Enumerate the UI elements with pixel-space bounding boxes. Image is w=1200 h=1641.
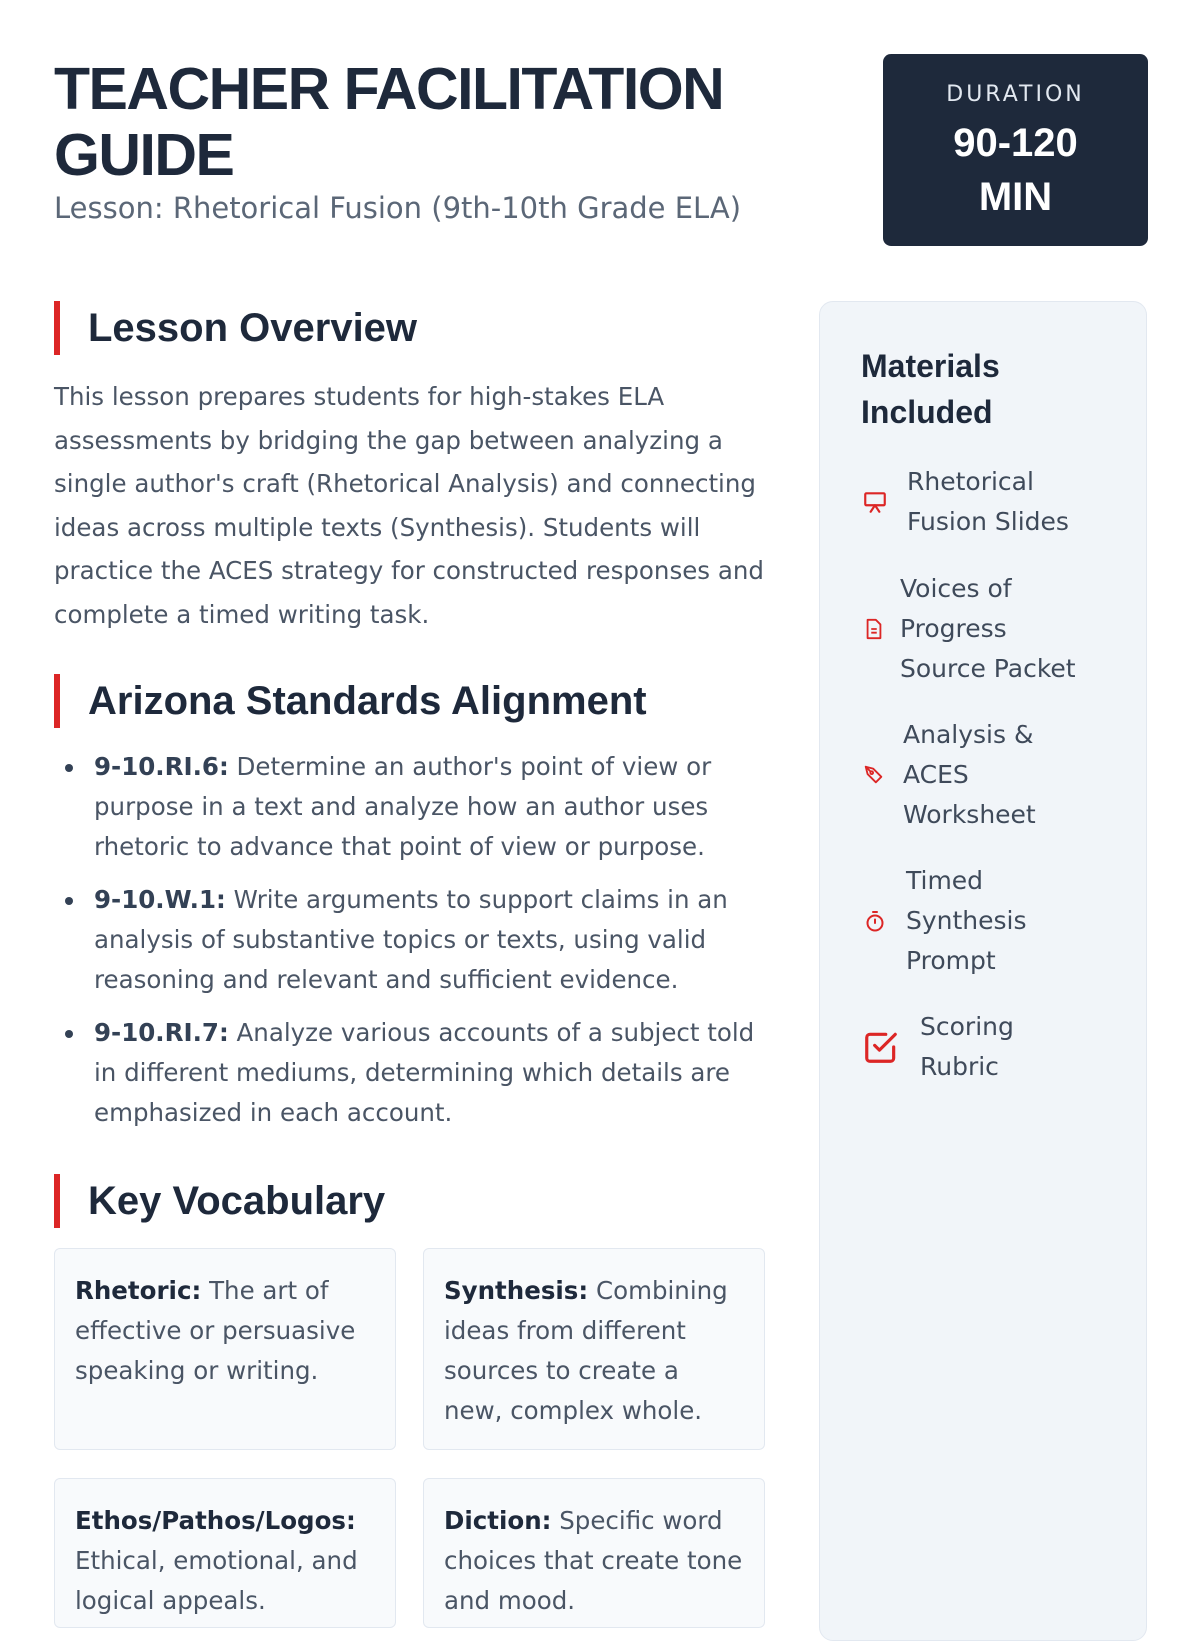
checkbox-icon xyxy=(861,1028,920,1066)
document-icon xyxy=(861,618,900,640)
standard-item xyxy=(54,880,774,1000)
vocab-card-diction xyxy=(423,1478,765,1628)
material-item xyxy=(861,569,1131,689)
vocab-term: Diction: xyxy=(444,1506,552,1535)
vocab-card-rhetoric xyxy=(54,1248,396,1450)
material-label: Analysis & ACES Worksheet xyxy=(903,720,1036,829)
material-label: Scoring Rubric xyxy=(920,1012,1014,1081)
presentation-icon xyxy=(861,489,907,515)
duration-label: DURATION xyxy=(946,82,1085,107)
standard-text: Write arguments to support claims in an analysis of substantive topics or texts, using valid reasoning and relevant and sufficient evidence. xyxy=(94,885,728,994)
lesson-subtitle: Lesson: Rhetorical Fusion (9th-10th Grade ELA) xyxy=(54,191,742,225)
standard-code: 9-10.W.1: xyxy=(94,885,226,914)
materials-heading-text: Materials Included xyxy=(861,348,1000,430)
standard-item xyxy=(54,747,774,867)
material-item xyxy=(861,462,1131,542)
materials-heading xyxy=(861,343,1051,435)
vocab-term: Rhetoric: xyxy=(75,1276,202,1305)
standard-text: Analyze various accounts of a subject told in different mediums, determining which details are emphasized in each account. xyxy=(94,1018,755,1127)
material-item xyxy=(861,715,1131,835)
duration-value xyxy=(883,116,1148,224)
duration-value-text: 90-120 MIN xyxy=(953,121,1078,219)
standard-code: 9-10.RI.7: xyxy=(94,1018,229,1047)
vocab-definition: The art of effective or persuasive speaking or writing. xyxy=(75,1276,356,1385)
page-header xyxy=(54,52,1148,252)
vocab-term: Synthesis: xyxy=(444,1276,589,1305)
material-label: Voices of Progress Source Packet xyxy=(900,574,1076,683)
standard-code: 9-10.RI.6: xyxy=(94,752,229,781)
page-title: TEACHER FACILITATION GUIDE xyxy=(54,56,724,188)
vocab-definition: Combining ideas from different sources to create a new, complex whole. xyxy=(444,1276,728,1425)
standards-heading: Arizona Standards Alignment xyxy=(54,674,647,728)
vocab-definition: Specific word choices that create tone and mood. xyxy=(444,1506,743,1615)
vocab-definition: Ethical, emotional, and logical appeals. xyxy=(75,1546,358,1615)
material-label: Rhetorical Fusion Slides xyxy=(907,467,1069,536)
standard-text: Determine an author's point of view or purpose in a text and analyze how an author uses rhetoric to advance that point of view or purpose. xyxy=(94,752,712,861)
material-label: Timed Synthesis Prompt xyxy=(906,866,1027,975)
standard-item xyxy=(54,1013,774,1133)
material-item xyxy=(861,1007,1131,1087)
vocab-term: Ethos/Pathos/Logos: xyxy=(75,1506,356,1535)
duration-badge xyxy=(883,54,1148,246)
stopwatch-icon xyxy=(861,909,906,933)
pen-tool-icon xyxy=(861,764,903,786)
materials-sidebar xyxy=(819,301,1147,1641)
overview-text: This lesson prepares students for high-stakes ELA assessments by bridging the gap between analyzing a single author's craft (Rhetorical Analysis) and connecting ideas across multiple texts (Synthesis). Students will practice the ACES strategy for constructed responses and complete a timed writing task. xyxy=(54,382,764,629)
vocab-card-synthesis xyxy=(423,1248,765,1450)
vocab-card-appeals xyxy=(54,1478,396,1628)
standards-list xyxy=(54,747,774,1146)
material-item xyxy=(861,861,1131,981)
overview-heading: Lesson Overview xyxy=(54,301,417,355)
vocabulary-heading: Key Vocabulary xyxy=(54,1174,385,1228)
